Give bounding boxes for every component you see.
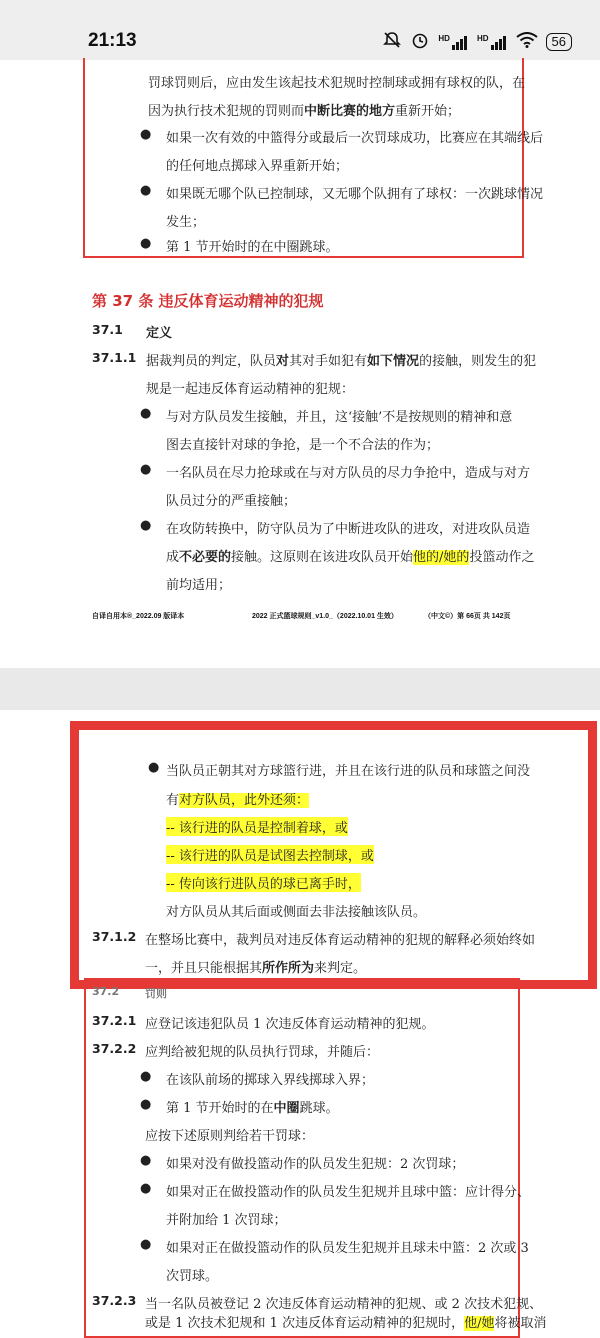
text: 据裁判员的判定，队员 — [146, 354, 277, 369]
text-bold: 所作所为 — [262, 961, 315, 976]
text: 第 1 节开始时的在 — [166, 1101, 274, 1116]
bullet-line: 当队员正朝其对方球篮行进，并且在该行进的队员和球篮之间没 — [166, 764, 531, 779]
box-line: 第 1 节开始时的在中圈跳球。 — [166, 240, 339, 255]
hd-label: HD — [476, 33, 489, 43]
box-line: 如果一次有效的中篮得分或最后一次罚球成功，比赛应在其端线后 — [166, 131, 544, 146]
bullet-icon: ● — [140, 1153, 152, 1168]
paragraph-line — [145, 957, 366, 976]
bullet-line — [166, 1097, 339, 1116]
paragraph-line: 应按下述原则判给若干罚球： — [145, 1129, 315, 1144]
bullet-line: 队员过分的严重接触； — [166, 494, 297, 509]
bullet-icon: ● — [140, 183, 152, 198]
paragraph-line: 应判给被犯规的队员执行罚球，并随后： — [145, 1045, 380, 1060]
box-line: 发生； — [166, 215, 206, 230]
section-number: 37.2.3 — [92, 1293, 137, 1308]
section-number: 37.2.2 — [92, 1041, 137, 1056]
status-bar — [0, 0, 600, 60]
box-line: 的任何地点掷球入界重新开始； — [166, 159, 349, 174]
text-bold: 对 — [276, 354, 290, 369]
dash-line: -- 该行进的队员是试图去控制球，或 — [166, 845, 374, 864]
section-number: 37.1 — [92, 322, 123, 337]
text-bold: 如下情况 — [367, 354, 420, 369]
section-title: 罚则 — [145, 987, 167, 1000]
mute-icon — [382, 30, 402, 53]
bullet-line: 前均适用； — [166, 578, 232, 593]
section-number: 37.2.1 — [92, 1013, 137, 1028]
bullet-icon: ● — [140, 406, 152, 421]
bullet-line — [166, 546, 534, 565]
dash-line: -- 该行进的队员是控制着球，或 — [166, 817, 348, 836]
text: 成 — [166, 550, 180, 565]
bullet-icon: ● — [140, 1069, 152, 1084]
footer-right: （中文©）第 66页 共 142页 — [424, 613, 511, 620]
bullet-icon: ● — [140, 1097, 152, 1112]
bullet-line: 并附加给 1 次罚球； — [166, 1213, 287, 1228]
text: 的接触，则发生的犯 — [419, 354, 537, 369]
box-text-bold: 中断比赛的地方 — [304, 104, 396, 119]
bullet-line: 如果对没有做投篮动作的队员发生犯规：2 次罚球； — [166, 1157, 465, 1172]
page-separator — [0, 668, 600, 710]
paragraph-line: 对方队员从其后面或侧面去非法接触该队员。 — [166, 905, 427, 920]
hd-signal-icon — [438, 34, 469, 50]
bullet-icon: ● — [140, 127, 152, 142]
text: 接触。这原则在该进攻队员开始 — [231, 550, 414, 565]
box-line — [148, 100, 460, 119]
highlighted-text: 对方队员，此外还须： — [179, 793, 310, 808]
clock: 21:13 — [88, 30, 137, 51]
highlighted-text: 他/她 — [464, 1316, 495, 1331]
text-bold: 中圈 — [273, 1101, 300, 1116]
bullet-line: 次罚球。 — [166, 1269, 219, 1284]
section-number: 37.2 — [92, 985, 120, 998]
paragraph-line: 在整场比赛中，裁判员对违反体育运动精神的犯规的解释必须始终如 — [145, 933, 536, 948]
bullet-line: 在该队前场的掷球入界线掷球入界； — [166, 1073, 375, 1088]
bullet-line: 如果对正在做投篮动作的队员发生犯规并且球中篮：应计得分、 — [166, 1185, 531, 1200]
bullet-line: 与对方队员发生接触，并且，这‘接触’不是按规则的精神和意 — [166, 410, 513, 425]
box-text: 因为执行技术犯规的罚则而 — [148, 104, 305, 119]
bullet-icon: ● — [148, 760, 160, 775]
text: 有 — [166, 793, 180, 808]
paragraph-line — [145, 1312, 546, 1331]
bullet-line — [166, 789, 309, 808]
hd-label: HD — [438, 33, 450, 43]
alarm-icon — [410, 30, 430, 53]
paragraph-line: 当一名队员被登记 2 次违反体育运动精神的犯规、或 2 次技术犯规、 — [145, 1297, 543, 1312]
bullet-line: 在攻防转换中，防守队员为了中断进攻队的进攻，对进攻队员造 — [166, 522, 531, 537]
section-number: 37.1.2 — [92, 929, 137, 944]
highlighted-text: 他的/她的 — [413, 550, 470, 565]
box-line: 罚球罚则后，应由发生该起技术犯规时控制球或拥有球权的队，在 — [148, 76, 526, 91]
text: 或是 1 次技术犯规和 1 次违反体育运动精神的犯规时， — [145, 1316, 465, 1331]
paragraph-line: 规是一起违反体育运动精神的犯规： — [146, 382, 355, 397]
wifi-icon — [516, 32, 538, 51]
bullet-icon: ● — [140, 1237, 152, 1252]
bullet-line: 一名队员在尽力抢球或在与对方队员的尽力争抢中，造成与对方 — [166, 466, 531, 481]
text: 来判定。 — [314, 961, 367, 976]
text-bold: 不必要的 — [179, 550, 232, 565]
status-icons — [382, 30, 572, 53]
text: 跳球。 — [299, 1101, 339, 1116]
box-line: 如果既无哪个队已控制球，又无哪个队拥有了球权：一次跳球情况 — [166, 187, 544, 202]
text: 其对手如犯有 — [289, 354, 368, 369]
bullet-line: 图去直接针对球的争抢，是一个不合法的作为； — [166, 438, 440, 453]
footer-left: 自译自用本®_2022.09 版译本 — [92, 613, 185, 620]
bullet-icon: ● — [140, 462, 152, 477]
text: 投篮动作之 — [469, 550, 535, 565]
text: 一，并且只能根据其 — [145, 961, 263, 976]
footer-center: 2022 正式篮球规则_v1.0_（2022.10.01 生效） — [252, 613, 398, 620]
text: 将被取消 — [494, 1316, 547, 1331]
bullet-icon: ● — [140, 1181, 152, 1196]
dash-line: -- 传向该行进队员的球已离手时， — [166, 873, 361, 892]
article-heading: 第 37 条 违反体育运动精神的犯规 — [92, 292, 324, 310]
hd-signal-icon — [477, 34, 508, 50]
box-text: 重新开始； — [395, 104, 461, 119]
paragraph-line — [146, 350, 536, 369]
section-title: 定义 — [146, 326, 173, 341]
paragraph-line: 应登记该违犯队员 1 次违反体育运动精神的犯规。 — [145, 1017, 435, 1032]
battery-indicator: 56 — [546, 33, 572, 51]
bullet-line: 如果对正在做投篮动作的队员发生犯规并且球未中篮：2 次或 3 — [166, 1241, 529, 1256]
bullet-icon: ● — [140, 518, 152, 533]
bullet-icon: ● — [140, 236, 152, 251]
section-number: 37.1.1 — [92, 350, 137, 365]
